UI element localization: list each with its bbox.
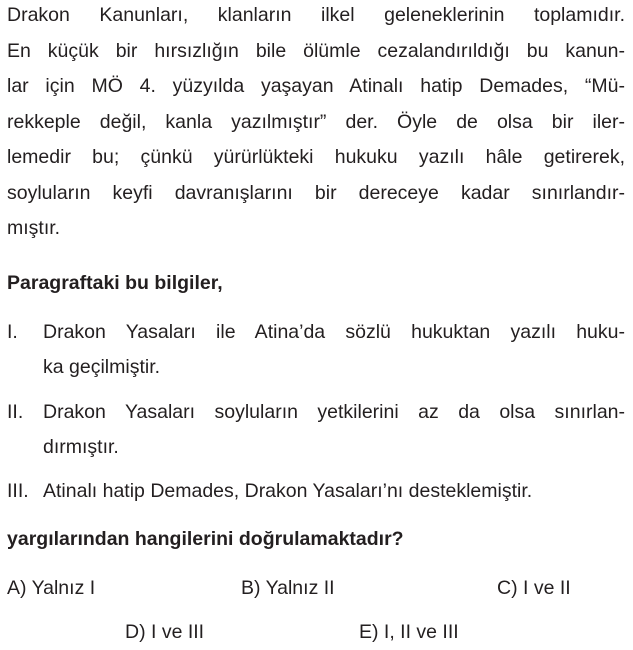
paragraph-line: lemedir bu; çünkü yürürlükteki hukuku yazılı hâle getirerek, [7, 146, 625, 168]
statement-line: ka geçilmiştir. [43, 356, 161, 378]
question-intro: Paragraftaki bu bilgiler, [7, 272, 223, 294]
paragraph-line: mıştır. [7, 217, 61, 239]
statement-number: I. [7, 321, 18, 343]
paragraph-line: Drakon Kanunları, klanların ilkel geleneklerinin toplamıdır. [7, 4, 625, 26]
option-b[interactable]: B) Yalnız II [241, 577, 335, 599]
option-e[interactable]: E) I, II ve III [359, 621, 459, 643]
option-d[interactable]: D) I ve III [125, 621, 205, 643]
statement-line: Atinalı hatip Demades, Drakon Yasaları’nı desteklemiştir. [43, 480, 533, 502]
statement-line: Drakon Yasaları soyluların yetkilerini az da olsa sınırlan- [43, 401, 625, 423]
option-a[interactable]: A) Yalnız I [7, 577, 96, 599]
statement-number: III. [7, 480, 29, 502]
statement-number: II. [7, 401, 24, 423]
question-text: yargılarından hangilerini doğrulamaktadır? [7, 528, 404, 550]
option-c[interactable]: C) I ve II [497, 577, 571, 599]
statement-line: Drakon Yasaları ile Atina’da sözlü hukuktan yazılı huku- [43, 321, 625, 343]
paragraph-line: soyluların keyfi davranışlarını bir dereceye kadar sınırlandır- [7, 182, 625, 204]
paragraph-line: En küçük bir hırsızlığın bile ölümle cezalandırıldığı bu kanun- [7, 40, 625, 62]
paragraph-line: lar için MÖ 4. yüzyılda yaşayan Atinalı hatip Demades, “Mü- [7, 75, 625, 97]
paragraph-line: rekkeple değil, kanla yazılmıştır” der. Öyle de olsa bir iler- [7, 111, 625, 133]
statement-line: dırmıştır. [43, 436, 119, 458]
